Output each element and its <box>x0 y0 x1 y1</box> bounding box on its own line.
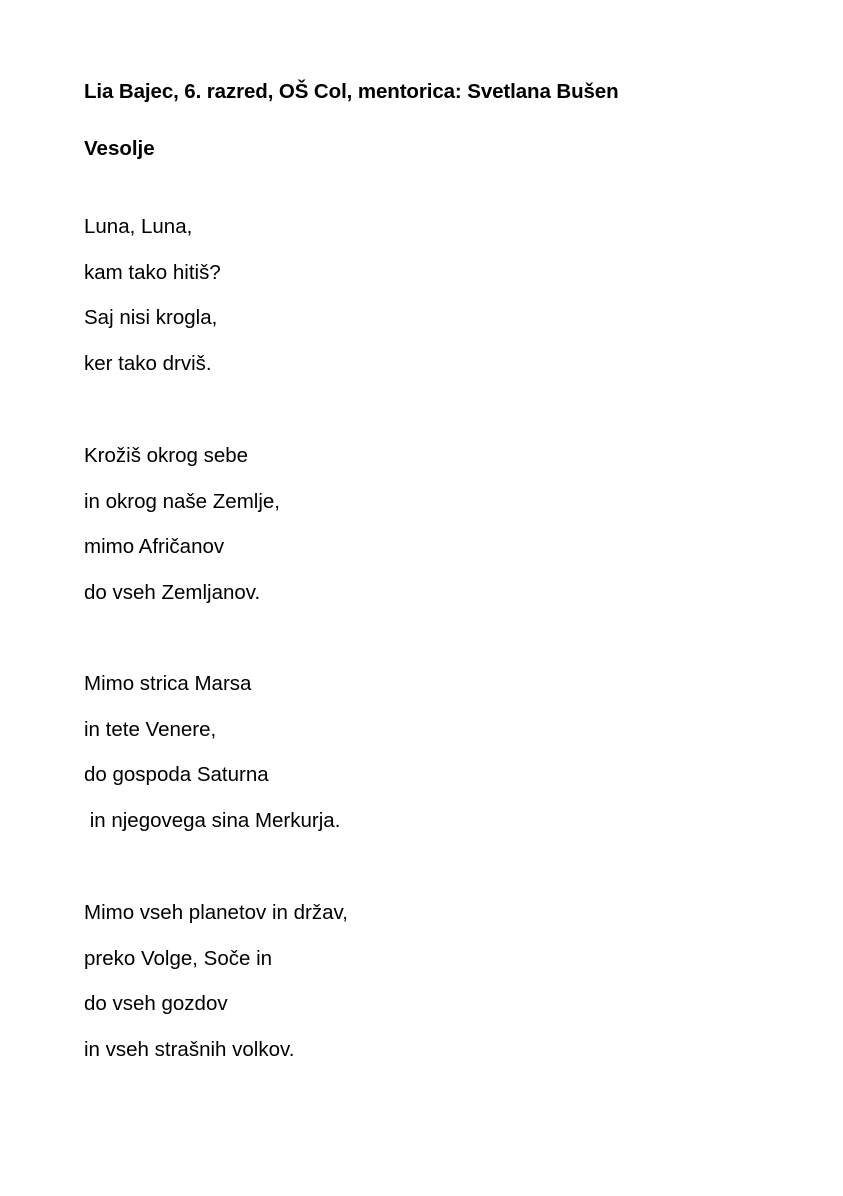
poem-line: Mimo strica Marsa <box>84 672 252 695</box>
poem-line: in njegovega sina Merkurja. <box>84 809 341 833</box>
poem-line: kam tako hitiš? <box>84 260 221 284</box>
poem-line: in tete Venere, <box>84 717 217 741</box>
poem-line: do gospoda Saturna <box>84 763 269 787</box>
poem-line: Krožiš okrog sebe <box>84 444 249 467</box>
stanza <box>84 890 348 1073</box>
stanza <box>84 433 280 616</box>
poem-line: Saj nisi krogla, <box>84 306 218 330</box>
poem-line: in okrog naše Zemlje, <box>84 489 280 513</box>
poem-line: preko Volge, Soče in <box>84 946 273 970</box>
stanza <box>84 661 340 844</box>
poem-line: mimo Afričanov <box>84 535 225 559</box>
poem-line: do vseh Zemljanov. <box>84 581 261 605</box>
poem-line: ker tako drviš. <box>84 352 212 376</box>
poem-title: Vesolje <box>84 137 155 160</box>
author-line: Lia Bajec, 6. razred, OŠ Col, mentorica: Svetlana Bušen <box>84 80 619 103</box>
poem-line: do vseh gozdov <box>84 992 228 1016</box>
poem-line: Luna, Luna, <box>84 215 193 238</box>
poem-line: Mimo vseh planetov in držav, <box>84 901 348 924</box>
poem-line: in vseh strašnih volkov. <box>84 1038 295 1062</box>
stanza <box>84 204 221 387</box>
